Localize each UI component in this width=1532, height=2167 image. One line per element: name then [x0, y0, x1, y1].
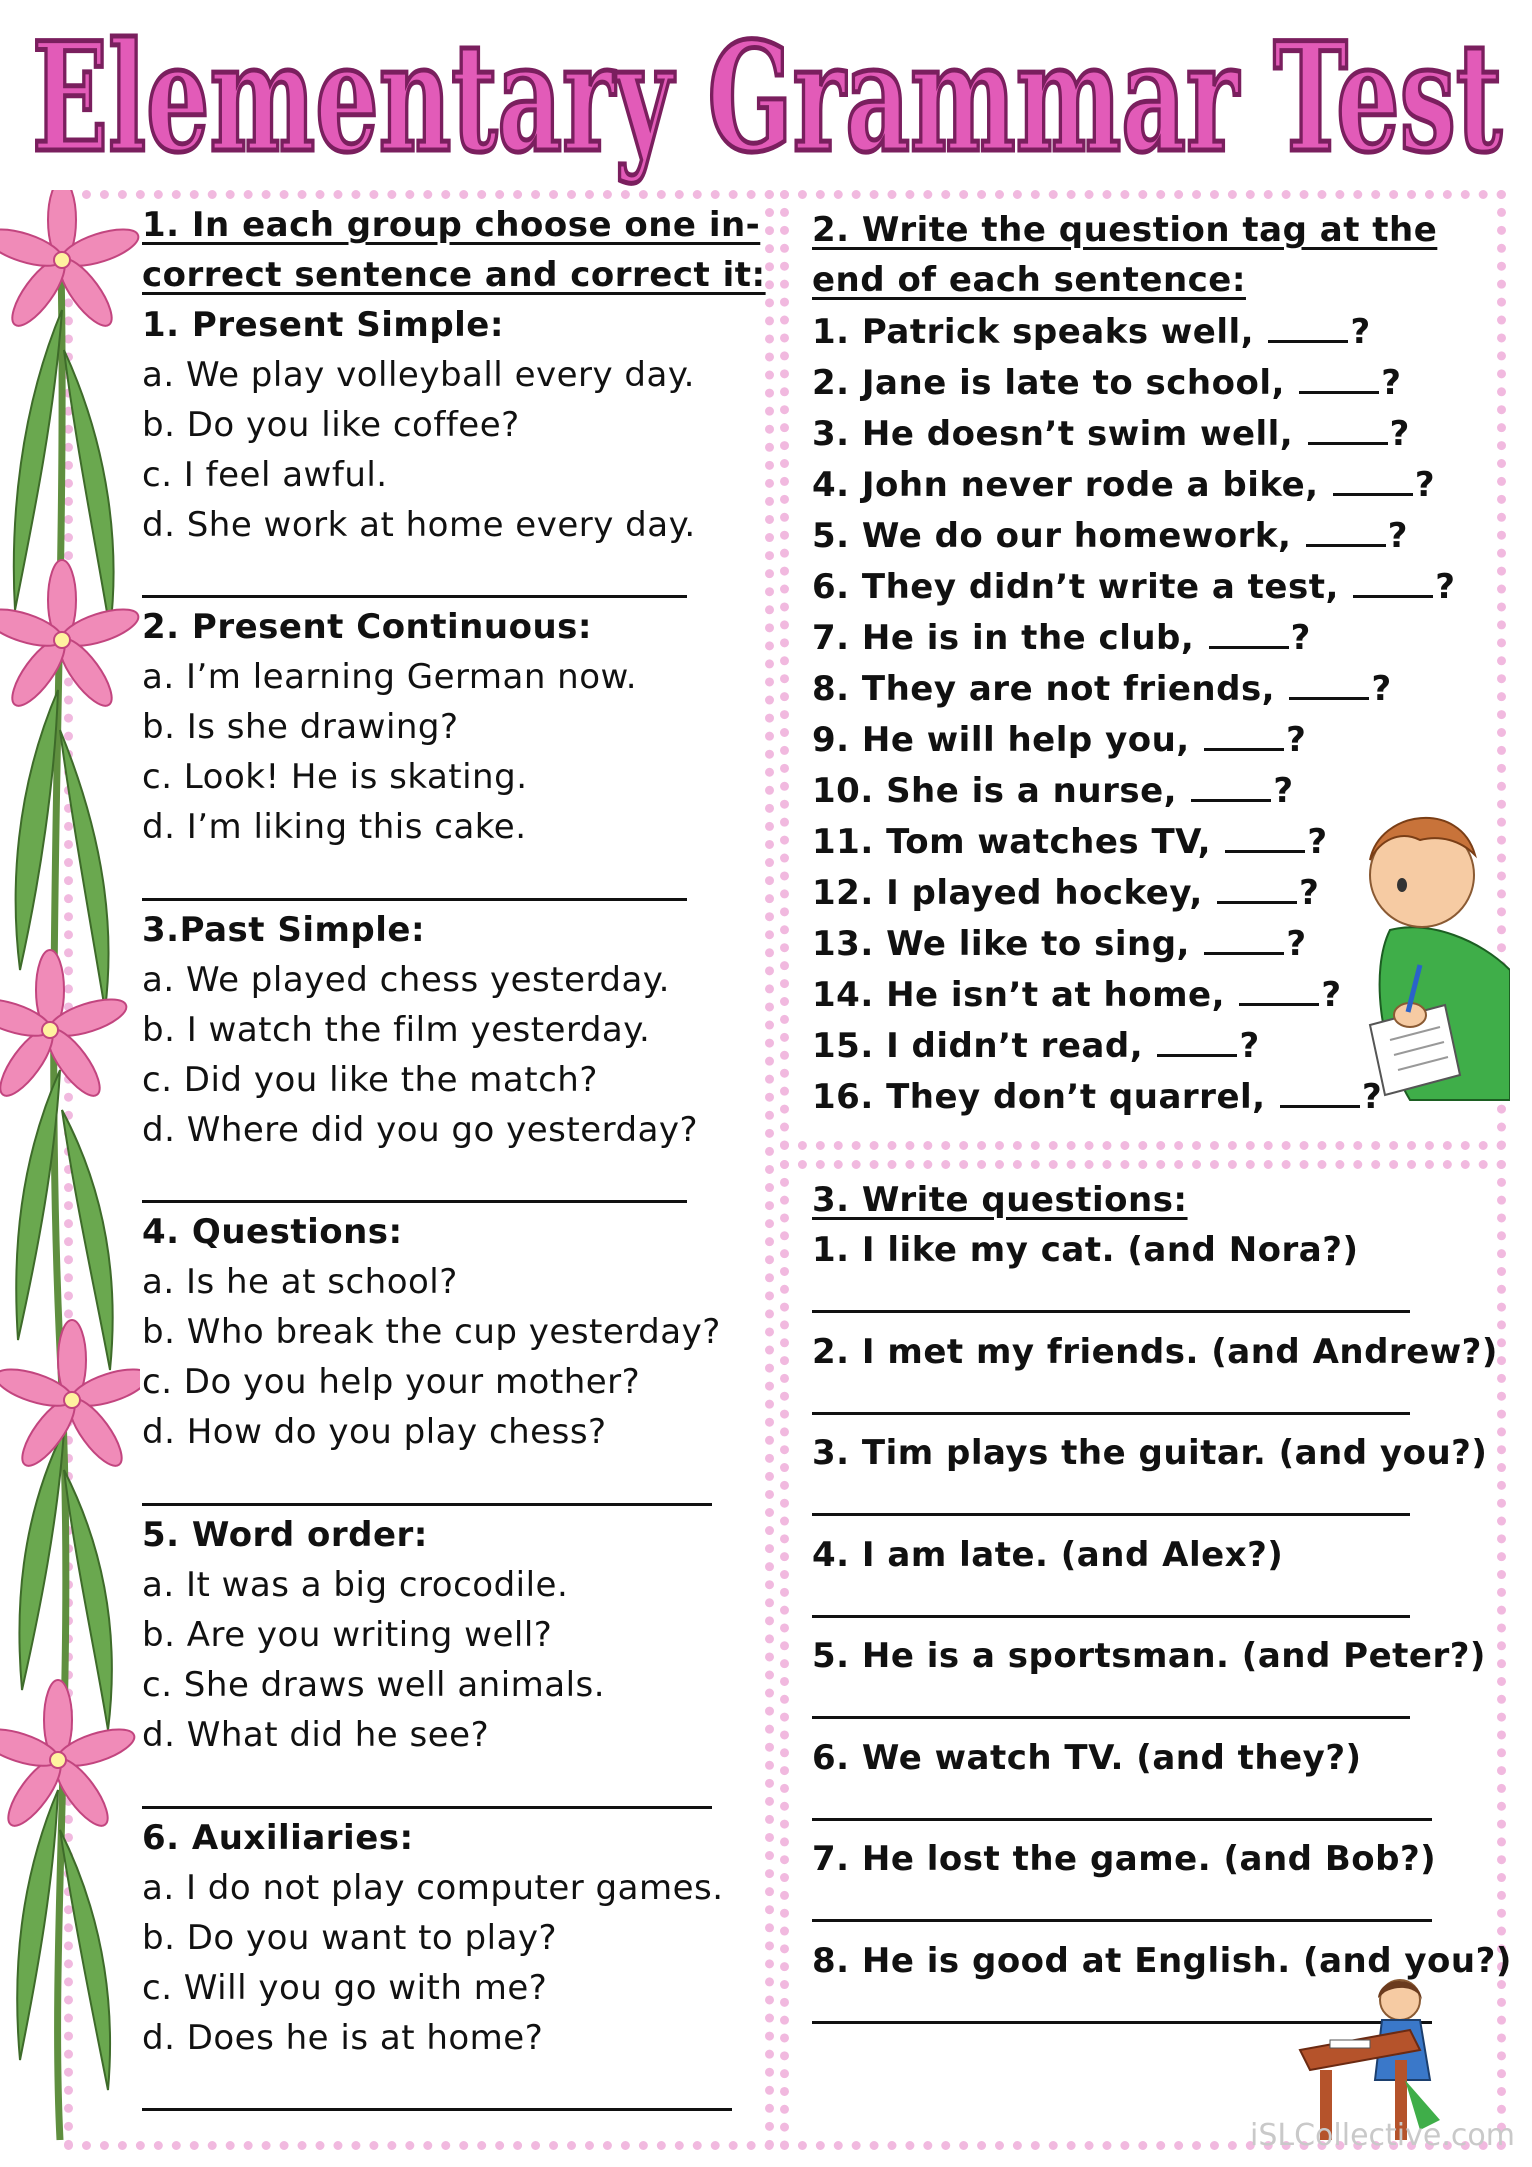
answer-blank[interactable]	[1217, 879, 1297, 904]
write-question-item: 8. He is good at English. (and you?)	[812, 1940, 1512, 1981]
section-3-heading: 3. Write questions:	[812, 1180, 1188, 1220]
group-item: d. What did he see?	[142, 1715, 490, 1755]
question-tag-item	[812, 414, 1410, 454]
write-question-item: 6. We watch TV. (and they?)	[812, 1737, 1362, 1778]
question-mark: ?	[1307, 822, 1328, 862]
answer-line[interactable]	[142, 1806, 712, 1809]
question-mark: ?	[1299, 873, 1320, 913]
answer-blank[interactable]	[1280, 1083, 1360, 1108]
group-item: d. How do you play chess?	[142, 1412, 607, 1452]
question-tag-text: 16. They don’t quarrel,	[812, 1077, 1266, 1117]
question-tag-text: 4. John never rode a bike,	[812, 465, 1319, 505]
question-tag-text: 5. We do our homework,	[812, 516, 1292, 556]
answer-blank[interactable]	[1299, 369, 1379, 394]
group-item: b. Do you like coffee?	[142, 405, 520, 445]
group-title: 1. Present Simple:	[142, 305, 504, 345]
question-tag-item	[812, 465, 1435, 505]
question-tag-item	[812, 1026, 1260, 1066]
answer-line[interactable]	[142, 1503, 712, 1506]
answer-blank[interactable]	[1204, 930, 1284, 955]
group-item: d. Does he is at home?	[142, 2018, 544, 2058]
question-mark: ?	[1286, 720, 1307, 760]
question-tag-item	[812, 669, 1392, 709]
group-item: d. I’m liking this cake.	[142, 807, 527, 847]
question-tag-text: 14. He isn’t at home,	[812, 975, 1226, 1015]
question-mark: ?	[1350, 312, 1371, 352]
answer-line[interactable]	[812, 1818, 1432, 1821]
question-tag-text: 8. They are not friends,	[812, 669, 1276, 709]
answer-blank[interactable]	[1239, 981, 1319, 1006]
question-tag-text: 6. They didn’t write a test,	[812, 567, 1339, 607]
group-item: b. Do you want to play?	[142, 1918, 558, 1958]
group-title: 6. Auxiliaries:	[142, 1818, 414, 1858]
group-item: c. Do you help your mother?	[142, 1362, 641, 1402]
answer-blank[interactable]	[1308, 420, 1388, 445]
write-question-item: 4. I am late. (and Alex?)	[812, 1534, 1284, 1575]
group-item: a. I do not play computer games.	[142, 1868, 724, 1908]
question-tag-item	[812, 720, 1306, 760]
boy-writing-illustration	[1350, 800, 1510, 1120]
question-tag-item	[812, 312, 1371, 352]
section-2-heading-line1: 2. Write the question tag at the	[812, 210, 1438, 250]
question-mark: ?	[1387, 516, 1408, 556]
group-item: d. Where did you go yesterday?	[142, 1110, 699, 1150]
answer-blank[interactable]	[1209, 624, 1289, 649]
question-mark: ?	[1381, 363, 1402, 403]
question-mark: ?	[1361, 1077, 1383, 1117]
group-item: c. Look! He is skating.	[142, 757, 528, 797]
group-item: b. I watch the film yesterday.	[142, 1010, 651, 1050]
group-title: 3.Past Simple:	[142, 910, 426, 950]
question-mark: ?	[1286, 924, 1307, 964]
group-item: a. It was a big crocodile.	[142, 1565, 569, 1605]
write-question-item: 1. I like my cat. (and Nora?)	[812, 1230, 1359, 1270]
answer-blank[interactable]	[1333, 471, 1413, 496]
question-mark: ?	[1371, 669, 1392, 709]
group-item: a. We play volleyball every day.	[142, 355, 695, 395]
answer-line[interactable]	[812, 1716, 1410, 1719]
question-tag-text: 3. He doesn’t swim well,	[812, 414, 1294, 454]
answer-blank[interactable]	[1191, 777, 1271, 802]
answer-line[interactable]	[812, 1615, 1410, 1618]
group-item: a. I’m learning German now.	[142, 657, 638, 697]
answer-blank[interactable]	[1268, 318, 1348, 343]
question-tag-item	[812, 363, 1402, 403]
write-question-item: 7. He lost the game. (and Bob?)	[812, 1839, 1437, 1879]
section-2-heading-line2: end of each sentence:	[812, 260, 1246, 300]
watermark: iSLCollective.com	[1250, 2118, 1515, 2153]
question-tag-text: 10. She is a nurse,	[812, 771, 1178, 811]
question-tag-text: 13. We like to sing,	[812, 924, 1190, 964]
answer-blank[interactable]	[1353, 573, 1433, 598]
group-title: 2. Present Continuous:	[142, 607, 592, 647]
group-title: 5. Word order:	[142, 1515, 428, 1555]
group-item: c. Will you go with me?	[142, 1968, 548, 2008]
question-tag-text: 15. I didn’t read,	[812, 1026, 1144, 1066]
question-mark: ?	[1389, 414, 1410, 454]
answer-line[interactable]	[142, 595, 687, 598]
question-tag-item	[812, 1077, 1382, 1117]
flower-decoration	[0, 190, 140, 2150]
answer-blank[interactable]	[1157, 1032, 1237, 1057]
answer-blank[interactable]	[1225, 828, 1305, 853]
question-mark: ?	[1321, 975, 1342, 1015]
question-tag-item	[812, 975, 1342, 1015]
group-item: b. Are you writing well?	[142, 1615, 553, 1655]
question-tag-text: 12. I played hockey,	[812, 873, 1203, 913]
answer-line[interactable]	[812, 1513, 1410, 1516]
page-title	[20, 0, 1515, 190]
question-mark: ?	[1290, 618, 1311, 658]
section-1-heading-line1: 1. In each group choose one in-	[142, 205, 761, 245]
question-tag-item	[812, 771, 1294, 811]
question-tag-text: 7. He is in the club,	[812, 618, 1195, 658]
question-tag-item	[812, 873, 1319, 913]
question-mark: ?	[1435, 567, 1456, 607]
group-title: 4. Questions:	[142, 1212, 403, 1252]
question-tag-item	[812, 822, 1328, 862]
answer-line[interactable]	[142, 2108, 732, 2111]
question-mark: ?	[1273, 771, 1294, 811]
question-tag-item	[812, 516, 1408, 556]
title-text: Elementary Grammar Test	[32, 10, 1502, 186]
answer-blank[interactable]	[1204, 726, 1284, 751]
write-question-item: 5. He is a sportsman. (and Peter?)	[812, 1636, 1486, 1676]
answer-line[interactable]	[812, 1310, 1410, 1313]
group-item: b. Is she drawing?	[142, 707, 459, 747]
group-item: c. I feel awful.	[142, 455, 388, 495]
write-question-item: 2. I met my friends. (and Andrew?)	[812, 1331, 1498, 1372]
answer-line[interactable]	[142, 898, 687, 901]
question-tag-text: 2. Jane is late to school,	[812, 363, 1285, 403]
question-mark: ?	[1414, 465, 1436, 505]
group-item: c. Did you like the match?	[142, 1060, 598, 1100]
question-tag-text: 9. He will help you,	[812, 720, 1190, 760]
answer-blank[interactable]	[1306, 522, 1386, 547]
question-tag-item	[812, 567, 1455, 607]
question-tag-text: 1. Patrick speaks well,	[812, 312, 1255, 352]
group-item: a. We played chess yesterday.	[142, 960, 670, 1000]
group-item: c. She draws well animals.	[142, 1665, 606, 1705]
question-tag-item	[812, 618, 1311, 658]
group-item: d. She work at home every day.	[142, 505, 696, 545]
question-tag-text: 11. Tom watches TV,	[812, 822, 1212, 862]
question-mark: ?	[1239, 1026, 1260, 1066]
answer-blank[interactable]	[1289, 675, 1369, 700]
answer-line[interactable]	[812, 1919, 1432, 1922]
question-tag-item	[812, 924, 1307, 964]
group-item: b. Who break the cup yesterday?	[142, 1312, 721, 1352]
answer-line[interactable]	[142, 1200, 687, 1203]
answer-line[interactable]	[812, 1412, 1410, 1415]
write-question-item: 3. Tim plays the guitar. (and you?)	[812, 1433, 1488, 1473]
section-1-heading-line2: correct sentence and correct it:	[142, 255, 766, 295]
group-item: a. Is he at school?	[142, 1262, 458, 1302]
